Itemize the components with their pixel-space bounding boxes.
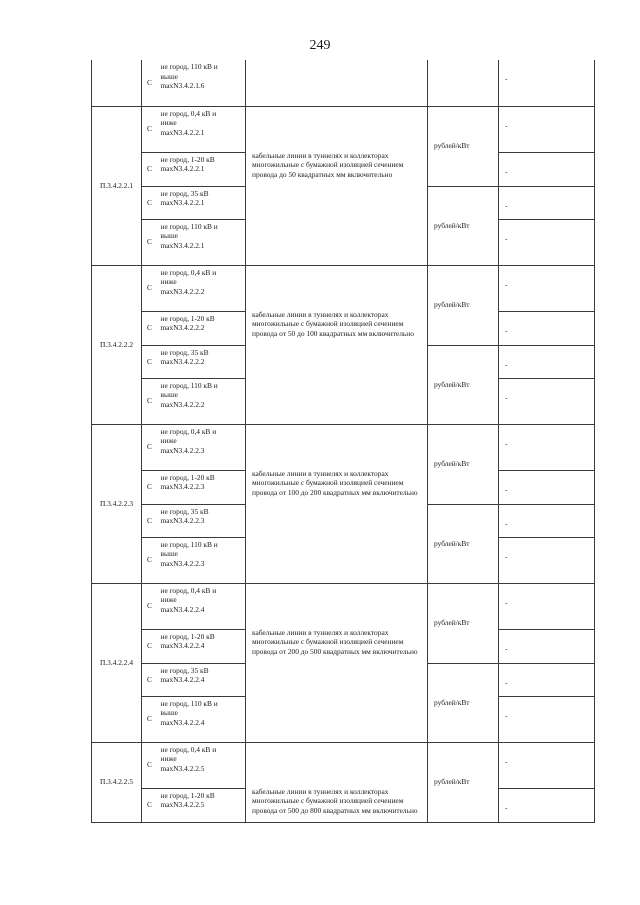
condition-line: maxN3.4.2.2.4 <box>160 641 205 650</box>
prefix-cell: С <box>142 186 161 219</box>
condition-line: не город, 1-20 кВ <box>160 154 215 164</box>
unit-cell: рублей/кВт <box>428 504 499 583</box>
prefix-cell: С <box>142 537 161 583</box>
condition-line: выше <box>160 390 178 399</box>
prefix-cell: С <box>142 219 161 265</box>
condition-line: выше <box>160 549 178 558</box>
condition-line: maxN3.4.2.2.5 <box>160 763 205 773</box>
prefix-cell: С <box>142 424 161 470</box>
condition-line: ниже <box>160 118 177 127</box>
value-cell: - <box>499 696 595 742</box>
condition-line: не город, 0,4 кВ и <box>160 585 217 595</box>
condition-line: maxN3.4.2.2.1 <box>160 127 205 137</box>
condition-cell <box>161 152 246 186</box>
condition-line: maxN3.4.2.2.5 <box>160 800 205 809</box>
table-row <box>92 742 595 788</box>
code-cell: П.3.4.2.2.5 <box>92 742 142 822</box>
condition-cell <box>161 219 246 265</box>
unit-cell: рублей/кВт <box>428 345 499 424</box>
condition-line: maxN3.4.2.2.2 <box>160 399 205 409</box>
prefix-cell: С <box>142 345 161 378</box>
value-cell: - <box>499 537 595 583</box>
unit-cell <box>428 60 499 106</box>
condition-line: не город, 0,4 кВ и <box>160 426 217 436</box>
code-cell: П.3.4.2.2.3 <box>92 424 142 583</box>
condition-line: не город, 110 кВ и <box>160 380 218 390</box>
value-cell: - <box>499 504 595 537</box>
prefix-cell: С <box>142 629 161 663</box>
condition-cell <box>161 60 246 106</box>
condition-line: не город, 110 кВ и <box>160 62 218 71</box>
condition-line: maxN3.4.2.2.3 <box>160 516 205 525</box>
condition-line: maxN3.4.2.2.3 <box>160 445 205 455</box>
condition-line: maxN3.4.2.2.2 <box>160 323 205 332</box>
condition-line: maxN3.4.2.2.2 <box>160 357 205 366</box>
table-row <box>92 106 595 152</box>
prefix-cell: С <box>142 583 161 629</box>
prefix-cell: С <box>142 378 161 424</box>
condition-line: не город, 0,4 кВ и <box>160 267 217 277</box>
value-cell: - <box>499 219 595 265</box>
condition-line: maxN3.4.2.2.4 <box>160 717 205 727</box>
condition-line: maxN3.4.2.1.6 <box>160 81 205 90</box>
condition-cell <box>161 265 246 311</box>
condition-line: maxN3.4.2.2.1 <box>160 240 205 250</box>
condition-line: не город, 35 кВ <box>160 188 209 198</box>
condition-line: maxN3.4.2.2.3 <box>160 482 205 491</box>
description-cell: кабельные линии в туннелях и коллекторах многожильные с бумажной изоляцией сечением провода от 500 до 800 квадратных мм включительно <box>246 742 428 822</box>
page-number: 249 <box>309 38 331 53</box>
description-cell: кабельные линии в туннелях и коллекторах многожильные с бумажной изоляцией сечением провода от 200 до 500 квадратных мм включительно <box>246 583 428 742</box>
condition-line: maxN3.4.2.2.1 <box>160 198 205 207</box>
condition-cell <box>161 470 246 504</box>
value-cell: - <box>499 663 595 696</box>
value-cell: - <box>499 265 595 311</box>
condition-cell <box>161 663 246 696</box>
prefix-cell: С <box>142 504 161 537</box>
condition-line: не город, 35 кВ <box>160 347 209 357</box>
value-cell: - <box>499 583 595 629</box>
value-cell: - <box>499 470 595 504</box>
value-cell: - <box>499 424 595 470</box>
condition-cell <box>161 583 246 629</box>
prefix-cell: С <box>142 788 161 822</box>
value-cell: - <box>499 788 595 822</box>
condition-cell <box>161 629 246 663</box>
unit-cell: рублей/кВт <box>428 742 499 822</box>
value-cell: - <box>499 378 595 424</box>
table-row <box>92 583 595 629</box>
value-cell: - <box>499 629 595 663</box>
condition-line: не город, 0,4 кВ и <box>160 108 217 118</box>
condition-cell <box>161 504 246 537</box>
condition-line: не город, 35 кВ <box>160 665 209 675</box>
code-cell: П.3.4.2.2.4 <box>92 583 142 742</box>
condition-cell <box>161 696 246 742</box>
prefix-cell: С <box>142 742 161 788</box>
code-cell <box>92 60 142 106</box>
condition-line: не город, 110 кВ и <box>160 539 218 549</box>
prefix-cell: С <box>142 265 161 311</box>
condition-line: не город, 1-20 кВ <box>160 472 215 482</box>
prefix-cell: С <box>142 470 161 504</box>
condition-line: maxN3.4.2.2.3 <box>160 558 205 568</box>
description-cell: кабельные линии в туннелях и коллекторах многожильные с бумажной изоляцией сечением провода от 50 до 100 квадратных мм включительно <box>246 265 428 424</box>
condition-cell <box>161 537 246 583</box>
condition-line: не город, 0,4 кВ и <box>160 744 217 754</box>
code-cell: П.3.4.2.2.1 <box>92 106 142 265</box>
description-cell: кабельные линии в туннелях и коллекторах многожильные с бумажной изоляцией сечением провода до 50 квадратных мм включительно <box>246 106 428 265</box>
prefix-cell: С <box>142 663 161 696</box>
condition-cell <box>161 186 246 219</box>
table-row <box>92 60 595 106</box>
condition-cell <box>161 311 246 345</box>
prefix-cell: С <box>142 106 161 152</box>
condition-line: maxN3.4.2.2.4 <box>160 604 205 614</box>
tariff-table <box>91 60 595 823</box>
condition-line: выше <box>160 231 178 240</box>
condition-line: maxN3.4.2.2.4 <box>160 675 205 684</box>
condition-line: не город, 1-20 кВ <box>160 790 215 800</box>
prefix-cell: С <box>142 311 161 345</box>
prefix-cell: С <box>142 152 161 186</box>
table-row <box>92 265 595 311</box>
description-cell <box>246 60 428 106</box>
description-cell: кабельные линии в туннелях и коллекторах многожильные с бумажной изоляцией сечением провода от 100 до 200 квадратных мм включительно <box>246 424 428 583</box>
unit-cell: рублей/кВт <box>428 583 499 663</box>
condition-line: ниже <box>160 595 177 604</box>
condition-line: не город, 1-20 кВ <box>160 313 215 323</box>
condition-cell <box>161 788 246 822</box>
unit-cell: рублей/кВт <box>428 265 499 345</box>
value-cell: - <box>499 152 595 186</box>
condition-line: maxN3.4.2.2.2 <box>160 286 205 296</box>
condition-line: не город, 35 кВ <box>160 506 209 516</box>
unit-cell: рублей/кВт <box>428 186 499 265</box>
condition-line: не город, 110 кВ и <box>160 221 218 231</box>
value-cell: - <box>499 311 595 345</box>
condition-line: выше <box>160 71 178 81</box>
condition-cell <box>161 106 246 152</box>
condition-line: ниже <box>160 436 177 445</box>
unit-cell: рублей/кВт <box>428 663 499 742</box>
prefix-cell: С <box>142 60 161 106</box>
value-cell: - <box>499 345 595 378</box>
condition-line: не город, 1-20 кВ <box>160 631 215 641</box>
unit-cell: рублей/кВт <box>428 424 499 504</box>
value-cell: - <box>499 106 595 152</box>
condition-line: ниже <box>160 277 177 286</box>
condition-line: maxN3.4.2.2.1 <box>160 164 205 173</box>
condition-line: ниже <box>160 754 177 763</box>
table-row <box>92 424 595 470</box>
condition-cell <box>161 345 246 378</box>
value-cell: - <box>499 186 595 219</box>
condition-cell <box>161 424 246 470</box>
condition-cell <box>161 378 246 424</box>
condition-line: не город, 110 кВ и <box>160 698 218 708</box>
value-cell: - <box>499 742 595 788</box>
condition-line: выше <box>160 708 178 717</box>
unit-cell: рублей/кВт <box>428 106 499 186</box>
condition-cell <box>161 742 246 788</box>
value-cell: - <box>499 60 595 106</box>
prefix-cell: С <box>142 696 161 742</box>
code-cell: П.3.4.2.2.2 <box>92 265 142 424</box>
